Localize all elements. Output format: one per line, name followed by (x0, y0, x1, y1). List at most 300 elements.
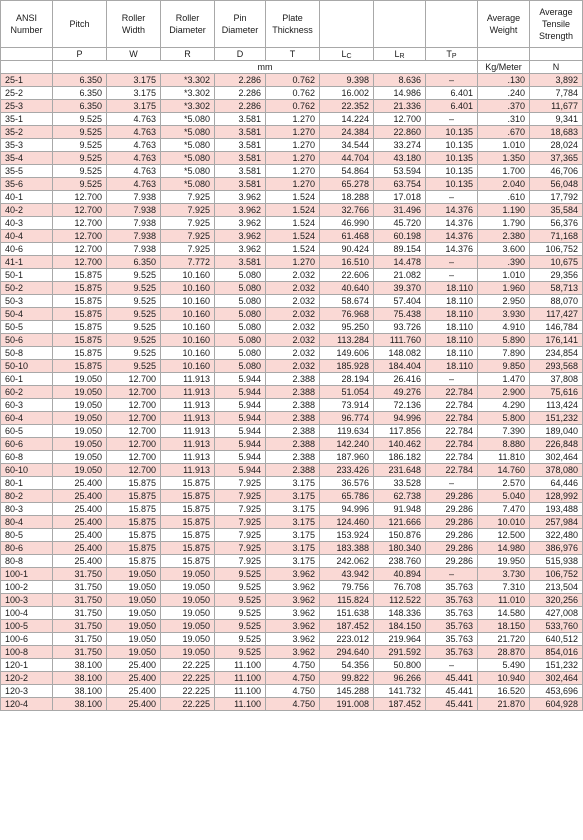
cell-lc: 28.194 (320, 373, 374, 386)
cell-tensile-strength: 533,760 (530, 620, 583, 633)
cell-pin-diameter: 7.925 (215, 555, 266, 568)
cell-lr: 8.636 (374, 74, 426, 87)
cell-ansi-number: 120-4 (1, 698, 53, 711)
cell-pitch: 12.700 (53, 204, 107, 217)
cell-pin-diameter: 5.080 (215, 334, 266, 347)
cell-plate-thickness: 3.175 (266, 516, 320, 529)
cell-roller-diameter: 19.050 (161, 646, 215, 659)
cell-ansi-number: 80-3 (1, 503, 53, 516)
cell-lr: 76.708 (374, 581, 426, 594)
symbol-lr (374, 48, 426, 61)
table-row (1, 581, 583, 594)
cell-pitch: 9.525 (53, 113, 107, 126)
cell-roller-diameter: *3.302 (161, 74, 215, 87)
cell-pitch: 15.875 (53, 295, 107, 308)
cell-pin-diameter: 3.581 (215, 165, 266, 178)
unit-strength: N (530, 61, 583, 74)
cell-lc: 96.774 (320, 412, 374, 425)
cell-average-weight: 10.940 (478, 672, 530, 685)
cell-tp: – (426, 659, 478, 672)
cell-plate-thickness: 1.270 (266, 126, 320, 139)
cell-roller-diameter: 19.050 (161, 607, 215, 620)
cell-roller-diameter: 10.160 (161, 269, 215, 282)
cell-ansi-number: 50-5 (1, 321, 53, 334)
table-row (1, 321, 583, 334)
cell-tensile-strength: 56,376 (530, 217, 583, 230)
cell-plate-thickness: 4.750 (266, 672, 320, 685)
symbol-strength-blank (530, 48, 583, 61)
cell-tp: – (426, 477, 478, 490)
cell-tensile-strength: 427,008 (530, 607, 583, 620)
cell-average-weight: 1.010 (478, 139, 530, 152)
cell-tensile-strength: 302,464 (530, 451, 583, 464)
cell-roller-width: 4.763 (107, 178, 161, 191)
cell-roller-width: 19.050 (107, 633, 161, 646)
cell-lr: 141.732 (374, 685, 426, 698)
table-body (1, 74, 583, 711)
cell-roller-width: 9.525 (107, 334, 161, 347)
cell-lr: 231.648 (374, 464, 426, 477)
cell-pin-diameter: 5.944 (215, 373, 266, 386)
cell-lc: 65.786 (320, 490, 374, 503)
cell-pitch: 6.350 (53, 74, 107, 87)
cell-roller-diameter: *3.302 (161, 100, 215, 113)
cell-pin-diameter: 9.525 (215, 620, 266, 633)
cell-tensile-strength: 854,016 (530, 646, 583, 659)
cell-roller-width: 3.175 (107, 87, 161, 100)
table-row (1, 490, 583, 503)
cell-ansi-number: 35-5 (1, 165, 53, 178)
cell-roller-width: 15.875 (107, 477, 161, 490)
cell-tp: 10.135 (426, 178, 478, 191)
table-row (1, 334, 583, 347)
symbol-lr-sub: R (399, 53, 405, 60)
cell-ansi-number: 60-5 (1, 425, 53, 438)
col-header-lc-blank (320, 1, 374, 48)
table-row (1, 139, 583, 152)
cell-lc: 18.288 (320, 191, 374, 204)
table-row (1, 126, 583, 139)
table-row (1, 360, 583, 373)
symbol-pitch: P (53, 48, 107, 61)
cell-lc: 187.960 (320, 451, 374, 464)
col-header-average-tensile-strength: Average Tensile Strength (530, 1, 583, 48)
cell-tp: 14.376 (426, 217, 478, 230)
table-row (1, 620, 583, 633)
cell-tensile-strength: 28,024 (530, 139, 583, 152)
cell-lc: 61.468 (320, 230, 374, 243)
cell-pitch: 38.100 (53, 672, 107, 685)
cell-roller-width: 25.400 (107, 672, 161, 685)
cell-ansi-number: 50-1 (1, 269, 53, 282)
cell-ansi-number: 80-5 (1, 529, 53, 542)
cell-pin-diameter: 7.925 (215, 477, 266, 490)
unit-ansi-blank (1, 61, 53, 74)
cell-tensile-strength: 3,892 (530, 74, 583, 87)
cell-tp: 35.763 (426, 646, 478, 659)
cell-lr: 49.276 (374, 386, 426, 399)
cell-roller-diameter: *5.080 (161, 139, 215, 152)
cell-lc: 24.384 (320, 126, 374, 139)
cell-tensile-strength: 106,752 (530, 568, 583, 581)
cell-tensile-strength: 640,512 (530, 633, 583, 646)
cell-roller-diameter: 10.160 (161, 282, 215, 295)
cell-tensile-strength: 46,706 (530, 165, 583, 178)
cell-roller-diameter: *3.302 (161, 87, 215, 100)
cell-roller-width: 6.350 (107, 256, 161, 269)
cell-roller-width: 7.938 (107, 204, 161, 217)
cell-lc: 58.674 (320, 295, 374, 308)
cell-plate-thickness: 3.175 (266, 477, 320, 490)
cell-lr: 53.594 (374, 165, 426, 178)
cell-average-weight: 7.890 (478, 347, 530, 360)
cell-lr: 180.340 (374, 542, 426, 555)
cell-plate-thickness: 1.524 (266, 217, 320, 230)
cell-lr: 39.370 (374, 282, 426, 295)
table-row (1, 659, 583, 672)
cell-plate-thickness: 3.962 (266, 581, 320, 594)
cell-lc: 79.756 (320, 581, 374, 594)
cell-lr: 75.438 (374, 308, 426, 321)
cell-lr: 112.522 (374, 594, 426, 607)
cell-roller-diameter: 7.925 (161, 217, 215, 230)
cell-roller-diameter: 15.875 (161, 503, 215, 516)
cell-tp: 10.135 (426, 165, 478, 178)
cell-roller-diameter: 7.772 (161, 256, 215, 269)
cell-plate-thickness: 3.175 (266, 529, 320, 542)
cell-average-weight: 1.350 (478, 152, 530, 165)
cell-lr: 148.082 (374, 347, 426, 360)
cell-average-weight: 12.500 (478, 529, 530, 542)
cell-pitch: 12.700 (53, 217, 107, 230)
cell-roller-diameter: 19.050 (161, 620, 215, 633)
cell-roller-width: 15.875 (107, 529, 161, 542)
cell-average-weight: .390 (478, 256, 530, 269)
cell-plate-thickness: 4.750 (266, 698, 320, 711)
table-row (1, 204, 583, 217)
cell-tensile-strength: 302,464 (530, 672, 583, 685)
cell-plate-thickness: 3.962 (266, 620, 320, 633)
cell-average-weight: 9.850 (478, 360, 530, 373)
cell-ansi-number: 80-8 (1, 555, 53, 568)
cell-lc: 44.704 (320, 152, 374, 165)
cell-ansi-number: 100-1 (1, 568, 53, 581)
cell-lc: 94.996 (320, 503, 374, 516)
cell-tp: 14.376 (426, 204, 478, 217)
cell-pitch: 31.750 (53, 594, 107, 607)
table-row (1, 646, 583, 659)
cell-plate-thickness: 3.175 (266, 503, 320, 516)
cell-roller-diameter: 11.913 (161, 464, 215, 477)
cell-pitch: 12.700 (53, 191, 107, 204)
cell-pitch: 31.750 (53, 581, 107, 594)
cell-ansi-number: 120-1 (1, 659, 53, 672)
cell-lr: 12.700 (374, 113, 426, 126)
cell-lr: 33.274 (374, 139, 426, 152)
symbol-pin-diameter: D (215, 48, 266, 61)
cell-plate-thickness: 1.270 (266, 165, 320, 178)
cell-tensile-strength: 386,976 (530, 542, 583, 555)
cell-pitch: 15.875 (53, 282, 107, 295)
cell-lc: 90.424 (320, 243, 374, 256)
cell-average-weight: 11.810 (478, 451, 530, 464)
table-row (1, 568, 583, 581)
cell-plate-thickness: 2.388 (266, 399, 320, 412)
cell-plate-thickness: 2.032 (266, 347, 320, 360)
table-row (1, 308, 583, 321)
cell-pin-diameter: 5.080 (215, 282, 266, 295)
cell-lc: 149.606 (320, 347, 374, 360)
cell-lc: 46.990 (320, 217, 374, 230)
cell-lc: 34.544 (320, 139, 374, 152)
cell-ansi-number: 80-4 (1, 516, 53, 529)
cell-pin-diameter: 3.581 (215, 152, 266, 165)
table-row (1, 74, 583, 87)
table-row (1, 100, 583, 113)
cell-roller-diameter: *5.080 (161, 126, 215, 139)
cell-ansi-number: 35-3 (1, 139, 53, 152)
cell-average-weight: 2.570 (478, 477, 530, 490)
table-row (1, 191, 583, 204)
cell-roller-width: 4.763 (107, 113, 161, 126)
cell-tensile-strength: 234,854 (530, 347, 583, 360)
cell-tp: 35.763 (426, 633, 478, 646)
cell-pitch: 19.050 (53, 464, 107, 477)
table-row (1, 503, 583, 516)
cell-pin-diameter: 5.080 (215, 269, 266, 282)
cell-average-weight: 14.760 (478, 464, 530, 477)
cell-average-weight: 5.800 (478, 412, 530, 425)
table-row (1, 269, 583, 282)
cell-average-weight: 1.010 (478, 269, 530, 282)
cell-roller-width: 12.700 (107, 438, 161, 451)
symbol-weight-blank (478, 48, 530, 61)
cell-plate-thickness: 4.750 (266, 685, 320, 698)
cell-lc: 124.460 (320, 516, 374, 529)
cell-roller-diameter: 15.875 (161, 529, 215, 542)
cell-ansi-number: 40-6 (1, 243, 53, 256)
cell-ansi-number: 40-2 (1, 204, 53, 217)
cell-pitch: 19.050 (53, 425, 107, 438)
cell-roller-diameter: 15.875 (161, 490, 215, 503)
cell-tensile-strength: 117,427 (530, 308, 583, 321)
cell-roller-width: 12.700 (107, 425, 161, 438)
cell-ansi-number: 60-6 (1, 438, 53, 451)
cell-ansi-number: 80-2 (1, 490, 53, 503)
cell-tp: 14.376 (426, 243, 478, 256)
cell-tensile-strength: 88,070 (530, 295, 583, 308)
cell-lc: 185.928 (320, 360, 374, 373)
cell-lc: 9.398 (320, 74, 374, 87)
symbol-plate-thickness: T (266, 48, 320, 61)
cell-lc: 16.002 (320, 87, 374, 100)
cell-pin-diameter: 5.944 (215, 399, 266, 412)
cell-pitch: 25.400 (53, 490, 107, 503)
unit-mm: mm (53, 61, 478, 74)
cell-lr: 50.800 (374, 659, 426, 672)
cell-tensile-strength: 146,784 (530, 321, 583, 334)
cell-pitch: 15.875 (53, 360, 107, 373)
cell-tp: 22.784 (426, 438, 478, 451)
cell-lr: 31.496 (374, 204, 426, 217)
cell-lc: 51.054 (320, 386, 374, 399)
cell-average-weight: 11.010 (478, 594, 530, 607)
cell-lr: 63.754 (374, 178, 426, 191)
cell-roller-width: 9.525 (107, 295, 161, 308)
cell-tp: 18.110 (426, 282, 478, 295)
cell-lr: 57.404 (374, 295, 426, 308)
cell-lc: 40.640 (320, 282, 374, 295)
cell-lc: 242.062 (320, 555, 374, 568)
cell-plate-thickness: 2.032 (266, 308, 320, 321)
cell-tp: 35.763 (426, 594, 478, 607)
cell-pin-diameter: 5.944 (215, 412, 266, 425)
cell-plate-thickness: 2.032 (266, 269, 320, 282)
cell-pin-diameter: 2.286 (215, 100, 266, 113)
cell-roller-width: 3.175 (107, 74, 161, 87)
cell-lr: 148.336 (374, 607, 426, 620)
cell-average-weight: 8.880 (478, 438, 530, 451)
cell-roller-width: 7.938 (107, 243, 161, 256)
cell-pin-diameter: 5.944 (215, 386, 266, 399)
cell-pitch: 6.350 (53, 100, 107, 113)
cell-tensile-strength: 17,792 (530, 191, 583, 204)
cell-tp: 22.784 (426, 451, 478, 464)
cell-roller-diameter: 11.913 (161, 373, 215, 386)
table-row (1, 438, 583, 451)
cell-roller-width: 4.763 (107, 139, 161, 152)
cell-roller-width: 12.700 (107, 464, 161, 477)
cell-plate-thickness: 1.270 (266, 256, 320, 269)
cell-average-weight: 1.470 (478, 373, 530, 386)
cell-lr: 219.964 (374, 633, 426, 646)
cell-tensile-strength: 378,080 (530, 464, 583, 477)
cell-pitch: 38.100 (53, 698, 107, 711)
cell-tensile-strength: 64,446 (530, 477, 583, 490)
cell-tensile-strength: 71,168 (530, 230, 583, 243)
cell-ansi-number: 25-2 (1, 87, 53, 100)
cell-pitch: 19.050 (53, 412, 107, 425)
cell-tensile-strength: 322,480 (530, 529, 583, 542)
cell-lr: 14.986 (374, 87, 426, 100)
table-row (1, 698, 583, 711)
cell-roller-diameter: 11.913 (161, 451, 215, 464)
cell-average-weight: 1.790 (478, 217, 530, 230)
cell-plate-thickness: 3.175 (266, 490, 320, 503)
cell-lc: 233.426 (320, 464, 374, 477)
cell-ansi-number: 100-8 (1, 646, 53, 659)
table-row (1, 412, 583, 425)
cell-plate-thickness: 2.388 (266, 464, 320, 477)
cell-roller-diameter: *5.080 (161, 152, 215, 165)
cell-ansi-number: 60-3 (1, 399, 53, 412)
cell-tensile-strength: 10,675 (530, 256, 583, 269)
cell-pin-diameter: 9.525 (215, 607, 266, 620)
cell-tensile-strength: 37,365 (530, 152, 583, 165)
cell-tp: 45.441 (426, 672, 478, 685)
cell-average-weight: .610 (478, 191, 530, 204)
cell-average-weight: 5.040 (478, 490, 530, 503)
cell-ansi-number: 40-4 (1, 230, 53, 243)
cell-roller-diameter: 22.225 (161, 672, 215, 685)
cell-tp: – (426, 373, 478, 386)
symbol-lc-sub: C (346, 53, 352, 60)
cell-pitch: 25.400 (53, 555, 107, 568)
cell-plate-thickness: 2.032 (266, 334, 320, 347)
cell-roller-diameter: 11.913 (161, 438, 215, 451)
cell-plate-thickness: 0.762 (266, 74, 320, 87)
cell-pitch: 15.875 (53, 321, 107, 334)
cell-lc: 119.634 (320, 425, 374, 438)
cell-ansi-number: 80-6 (1, 542, 53, 555)
cell-tp: 22.784 (426, 464, 478, 477)
cell-pitch: 31.750 (53, 620, 107, 633)
cell-ansi-number: 35-1 (1, 113, 53, 126)
cell-average-weight: .370 (478, 100, 530, 113)
cell-ansi-number: 60-8 (1, 451, 53, 464)
symbol-lc (320, 48, 374, 61)
cell-lr: 291.592 (374, 646, 426, 659)
cell-lc: 145.288 (320, 685, 374, 698)
cell-average-weight: 3.730 (478, 568, 530, 581)
cell-lr: 184.150 (374, 620, 426, 633)
cell-pitch: 15.875 (53, 308, 107, 321)
cell-roller-width: 3.175 (107, 100, 161, 113)
cell-average-weight: 21.720 (478, 633, 530, 646)
cell-roller-width: 4.763 (107, 126, 161, 139)
cell-plate-thickness: 2.032 (266, 360, 320, 373)
cell-ansi-number: 50-3 (1, 295, 53, 308)
cell-average-weight: 14.980 (478, 542, 530, 555)
cell-plate-thickness: 2.032 (266, 282, 320, 295)
cell-roller-width: 9.525 (107, 269, 161, 282)
cell-pitch: 31.750 (53, 646, 107, 659)
cell-tensile-strength: 176,141 (530, 334, 583, 347)
cell-tp: 6.401 (426, 87, 478, 100)
cell-tensile-strength: 18,683 (530, 126, 583, 139)
cell-tp: 22.784 (426, 386, 478, 399)
table-row (1, 633, 583, 646)
cell-roller-width: 15.875 (107, 555, 161, 568)
table-row (1, 477, 583, 490)
cell-roller-diameter: 7.925 (161, 191, 215, 204)
cell-average-weight: .130 (478, 74, 530, 87)
cell-pin-diameter: 9.525 (215, 594, 266, 607)
cell-average-weight: .310 (478, 113, 530, 126)
cell-lc: 191.008 (320, 698, 374, 711)
table-row (1, 529, 583, 542)
cell-average-weight: 2.950 (478, 295, 530, 308)
cell-lc: 22.352 (320, 100, 374, 113)
cell-tp: 29.286 (426, 516, 478, 529)
header-row-units (1, 61, 583, 74)
cell-pin-diameter: 11.100 (215, 685, 266, 698)
cell-roller-width: 12.700 (107, 451, 161, 464)
cell-ansi-number: 25-3 (1, 100, 53, 113)
cell-pitch: 19.050 (53, 399, 107, 412)
cell-average-weight: 2.900 (478, 386, 530, 399)
cell-ansi-number: 40-3 (1, 217, 53, 230)
cell-tp: 29.286 (426, 542, 478, 555)
cell-roller-width: 25.400 (107, 698, 161, 711)
col-header-tp-blank (426, 1, 478, 48)
cell-ansi-number: 120-2 (1, 672, 53, 685)
cell-tensile-strength: 320,256 (530, 594, 583, 607)
cell-average-weight: 5.490 (478, 659, 530, 672)
cell-pitch: 19.050 (53, 386, 107, 399)
cell-tensile-strength: 151,232 (530, 412, 583, 425)
cell-plate-thickness: 0.762 (266, 87, 320, 100)
